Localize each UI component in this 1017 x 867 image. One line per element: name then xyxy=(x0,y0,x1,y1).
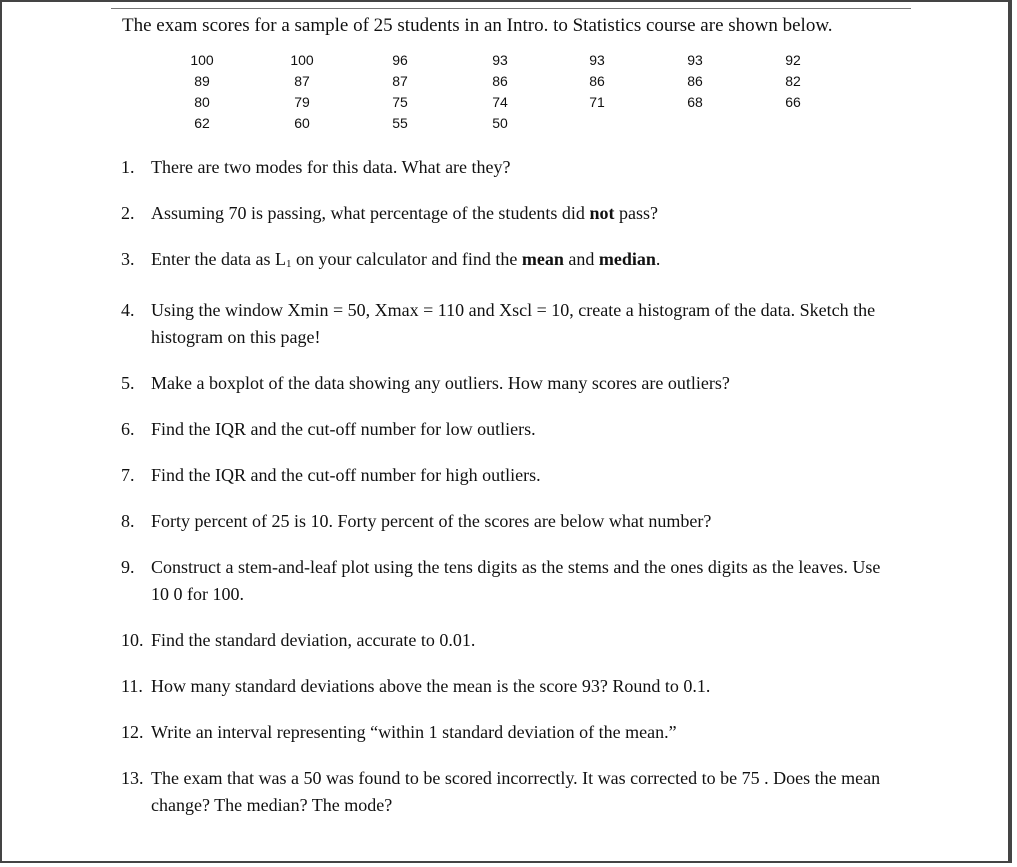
question-text: The exam that was a 50 was found to be scored incorrectly. It was corrected to be 75 . Does the mean change? The median? The mode? xyxy=(151,768,881,815)
score-cell: 87 xyxy=(392,73,408,89)
score-cell: 80 xyxy=(194,94,210,110)
question-number: 11. xyxy=(121,676,143,696)
question-text: pass? xyxy=(614,203,658,223)
score-cell: 74 xyxy=(492,94,508,110)
question-item xyxy=(121,246,891,278)
score-cell: 87 xyxy=(294,73,310,89)
question-number: 13. xyxy=(121,768,144,788)
question-text: 1 xyxy=(285,258,292,270)
question-item xyxy=(121,200,891,227)
question-text: on your calculator and find the xyxy=(291,249,522,269)
question-text: Forty percent of 25 is 10. Forty percent of the scores are below what number? xyxy=(151,511,712,531)
score-cell: 86 xyxy=(492,73,508,89)
score-row xyxy=(0,52,1012,73)
question-text: Using the window Xmin = 50, Xmax = 110 and Xscl = 10, create a histogram of the data. Sketch the histogram on this page! xyxy=(151,300,876,347)
question-text: not xyxy=(589,203,615,223)
score-cell: 55 xyxy=(392,115,408,131)
top-rule xyxy=(111,8,911,9)
score-cell: 93 xyxy=(492,52,508,68)
question-number: 6. xyxy=(121,419,135,439)
question-text: There are two modes for this data. What are they? xyxy=(151,157,511,177)
question-text: How many standard deviations above the mean is the score 93? Round to 0.1. xyxy=(151,676,711,696)
score-cell: 79 xyxy=(294,94,310,110)
score-cell: 62 xyxy=(194,115,210,131)
question-text: Make a boxplot of the data showing any outliers. How many scores are outliers? xyxy=(151,373,730,393)
question-item xyxy=(121,416,891,443)
question-text: median xyxy=(598,249,656,269)
score-cell: 68 xyxy=(687,94,703,110)
score-cell: 100 xyxy=(190,52,214,68)
question-number: 2. xyxy=(121,203,135,223)
question-item xyxy=(121,154,891,181)
score-cell: 50 xyxy=(492,115,508,131)
question-text: Construct a stem-and-leaf plot using the tens digits as the stems and the ones digits as the leaves. Use 10 0 for 100. xyxy=(151,557,881,604)
question-number: 12. xyxy=(121,722,144,742)
score-row xyxy=(0,73,1012,94)
question-number: 9. xyxy=(121,557,135,577)
question-number: 10. xyxy=(121,630,144,650)
question-text: Write an interval representing “within 1 standard deviation of the mean.” xyxy=(151,722,677,742)
question-text: Find the IQR and the cut-off number for high outliers. xyxy=(151,465,541,485)
score-cell: 60 xyxy=(294,115,310,131)
score-cell: 96 xyxy=(392,52,408,68)
question-number: 4. xyxy=(121,300,135,320)
intro-text: The exam scores for a sample of 25 students in an Intro. to Statistics course are shown below. xyxy=(122,15,833,36)
question-text: mean xyxy=(521,249,564,269)
score-cell: 75 xyxy=(392,94,408,110)
score-cell: 71 xyxy=(589,94,605,110)
score-cell: 89 xyxy=(194,73,210,89)
question-item xyxy=(121,462,891,489)
score-row xyxy=(0,115,1012,136)
question-text: Assuming 70 is passing, what percentage of the students did xyxy=(151,203,590,223)
question-item xyxy=(121,297,891,351)
question-text: Find the IQR and the cut-off number for low outliers. xyxy=(151,419,536,439)
question-item xyxy=(121,508,891,535)
score-cell: 86 xyxy=(589,73,605,89)
question-text: . xyxy=(655,249,661,269)
score-table xyxy=(0,52,1012,136)
score-cell: 93 xyxy=(589,52,605,68)
score-cell: 86 xyxy=(687,73,703,89)
question-item xyxy=(121,765,891,819)
score-cell: 100 xyxy=(290,52,314,68)
question-item xyxy=(121,554,891,608)
score-cell: 66 xyxy=(785,94,801,110)
question-item xyxy=(121,673,891,700)
question-item xyxy=(121,627,891,654)
question-number: 5. xyxy=(121,373,135,393)
question-item xyxy=(121,370,891,397)
question-item xyxy=(121,719,891,746)
score-cell: 92 xyxy=(785,52,801,68)
question-text: and xyxy=(563,249,599,269)
question-text: Find the standard deviation, accurate to 0.01. xyxy=(151,630,476,650)
score-row xyxy=(0,94,1012,115)
question-number: 7. xyxy=(121,465,135,485)
question-number: 1. xyxy=(121,157,135,177)
question-number: 3. xyxy=(121,249,135,269)
question-number: 8. xyxy=(121,511,135,531)
score-cell: 93 xyxy=(687,52,703,68)
question-text: Enter the data as L xyxy=(151,249,286,269)
question-list xyxy=(121,154,891,838)
score-cell: 82 xyxy=(785,73,801,89)
